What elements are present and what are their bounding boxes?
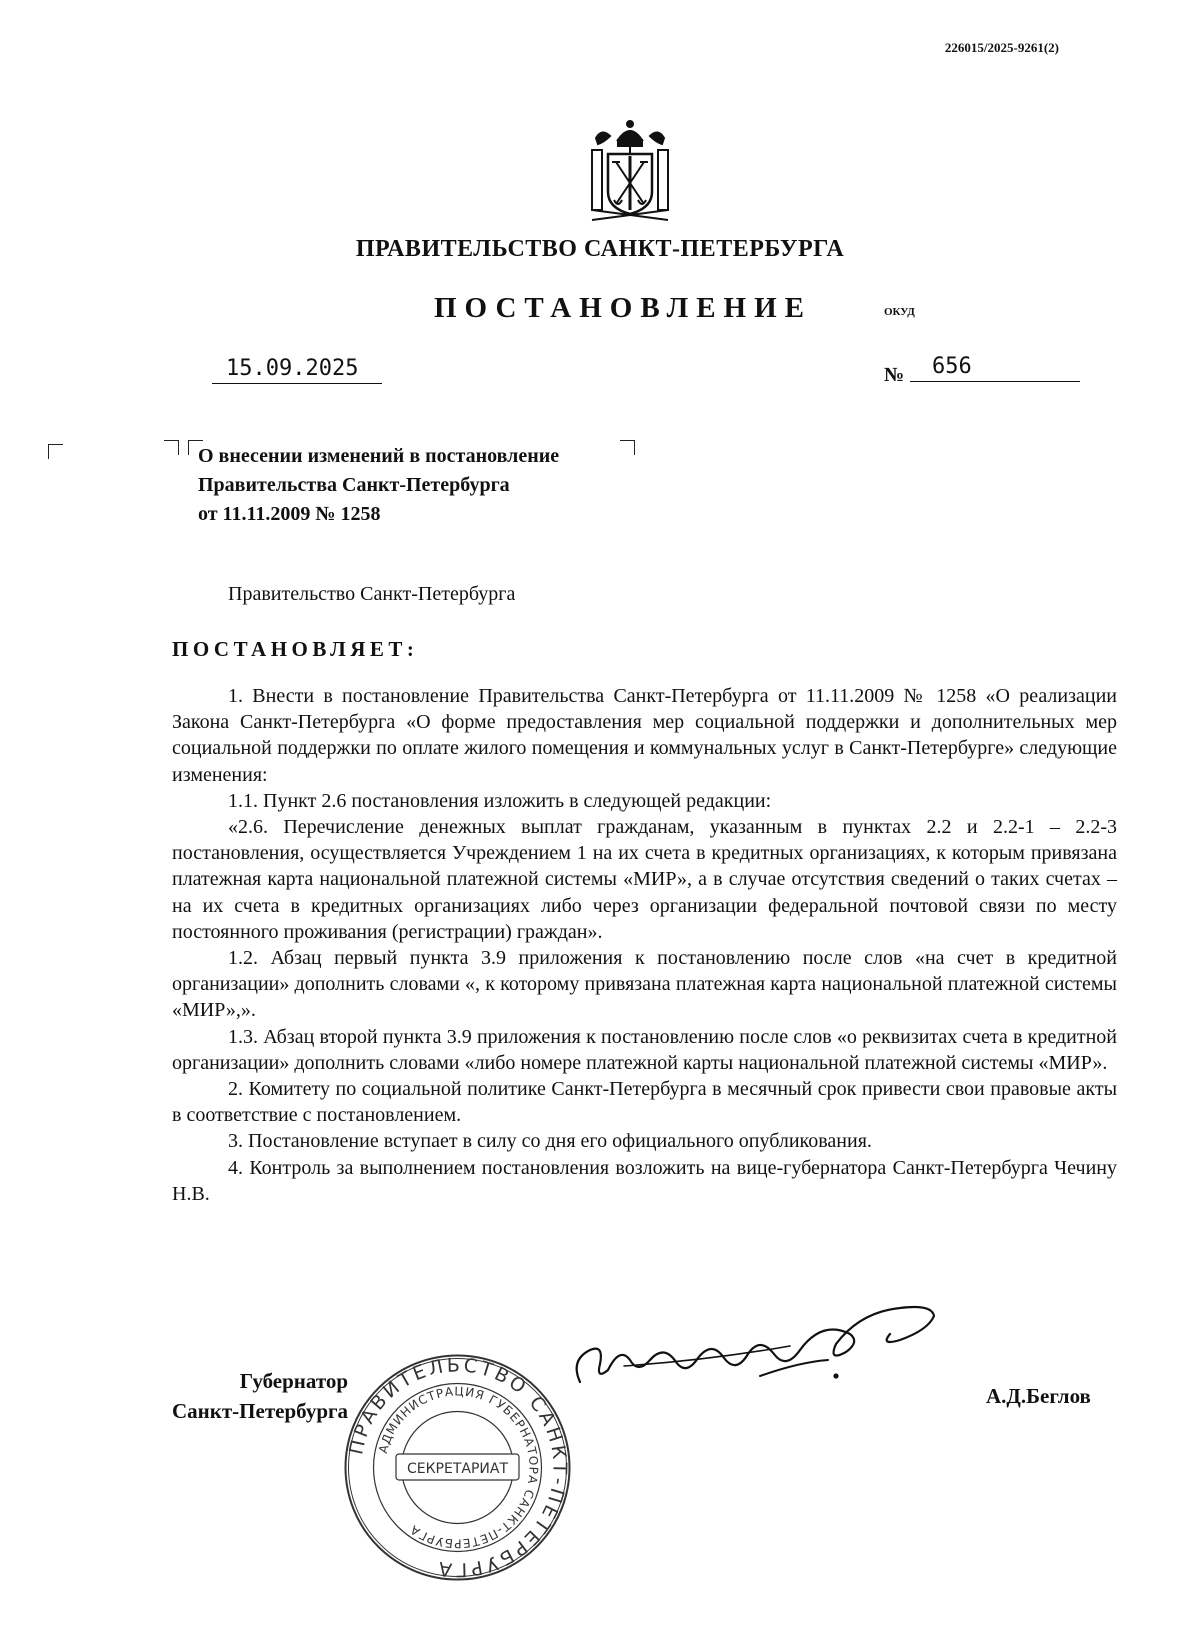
paragraph-3: 3. Постановление вступает в силу со дня его официального опубликования. [228, 1130, 872, 1153]
corner-mark-subject-right [620, 440, 635, 455]
okud-label: ОКУД [884, 306, 915, 318]
handwritten-signature [560, 1290, 980, 1400]
subject-line-3: от 11.11.2009 № 1258 [198, 503, 381, 525]
subject-line-1: О внесении изменений в постановление [198, 445, 560, 467]
corner-mark-subject-left-a [164, 440, 179, 455]
paragraph-1-1: 1.1. Пункт 2.6 постановления изложить в следующей редакции: [228, 789, 772, 812]
preamble-government: Правительство Санкт-Петербурга [228, 583, 516, 605]
corner-mark-left [48, 444, 63, 459]
paragraph-1-3: 1.3. Абзац второй пункта 3.9 приложения к постановлению после слов «о реквизитах счета в кредитной организации» дополнить словами «либо номере платежной карты национальной платежной системы «МИР». [172, 1025, 1117, 1074]
registration-number: 226015/2025-9261(2) [944, 40, 1059, 55]
document-subject [198, 442, 559, 529]
paragraph-2-6-quote: «2.6. Перечисление денежных выплат гражданам, указанным в пунктах 2.2 и 2.2-1 – 2.2-3 постановления, осуществляется Учреждением 1 на их счета в кредитных организациях, к которым привязана платежная карта национальной платежной системы «МИР», а в случае отсутствия сведений о таких счетах – на их счета в кредитных организациях либо через организации федеральной почтовой связи по месту постоянного проживания (регистрации) граждан». [172, 816, 1117, 943]
resolves-heading: ПОСТАНОВЛЯЕТ: [172, 637, 419, 661]
paragraph-4: 4. Контроль за выполнением постановления возложить на вице-губернатора Санкт-Петербурга Чечину Н.В. [172, 1156, 1117, 1205]
document-date: 15.09.2025 [212, 356, 382, 384]
stamp-center-text: СЕКРЕТАРИАТ [406, 1461, 509, 1477]
government-title: ПРАВИТЕЛЬСТВО САНКТ-ПЕТЕРБУРГА [355, 236, 845, 262]
document-body [172, 683, 1117, 1207]
document-type: ПОСТАНОВЛЕНИЕ [434, 292, 813, 324]
paragraph-2: 2. Комитету по социальной политике Санкт-Петербурга в месячный срок привести свои правовые акты в соответствие с постановлением. [172, 1078, 1117, 1127]
subject-line-2: Правительства Санкт-Петербурга [198, 474, 510, 496]
stamp-outer-text: ПРАВИТЕЛЬСТВО САНКТ-ПЕТЕРБУРГА [345, 1354, 571, 1581]
stamp-inner-text: АДМИНИСТРАЦИЯ ГУБЕРНАТОРА САНКТ-ПЕТЕРБУРГА [375, 1384, 541, 1551]
document-number: 656 [910, 354, 1080, 382]
coat-of-arms-icon [588, 118, 672, 226]
number-sign: № [884, 364, 905, 386]
signatory-name: А.Д.Беглов [986, 1384, 1091, 1408]
position-line-1: Губернатор [239, 1369, 349, 1393]
paragraph-1: 1. Внести в постановление Правительства Санкт-Петербурга от 11.11.2009 № 1258 «О реализации Закона Санкт-Петербурга «О форме предоставления мер социальной поддержки и дополнительных мер социальной поддержки по оплате жилого помещения и коммунальных услуг в Санкт-Петербурге» следующие изменения: [172, 685, 1117, 786]
signatory-position [172, 1366, 348, 1426]
official-stamp [340, 1350, 575, 1585]
position-line-2: Санкт-Петербурга [172, 1399, 349, 1423]
paragraph-1-2: 1.2. Абзац первый пункта 3.9 приложения к постановлению после слов «на счет в кредитной организации» дополнить словами «, к которому привязана платежная карта национальной платежной системы «МИР»,». [172, 947, 1117, 1022]
